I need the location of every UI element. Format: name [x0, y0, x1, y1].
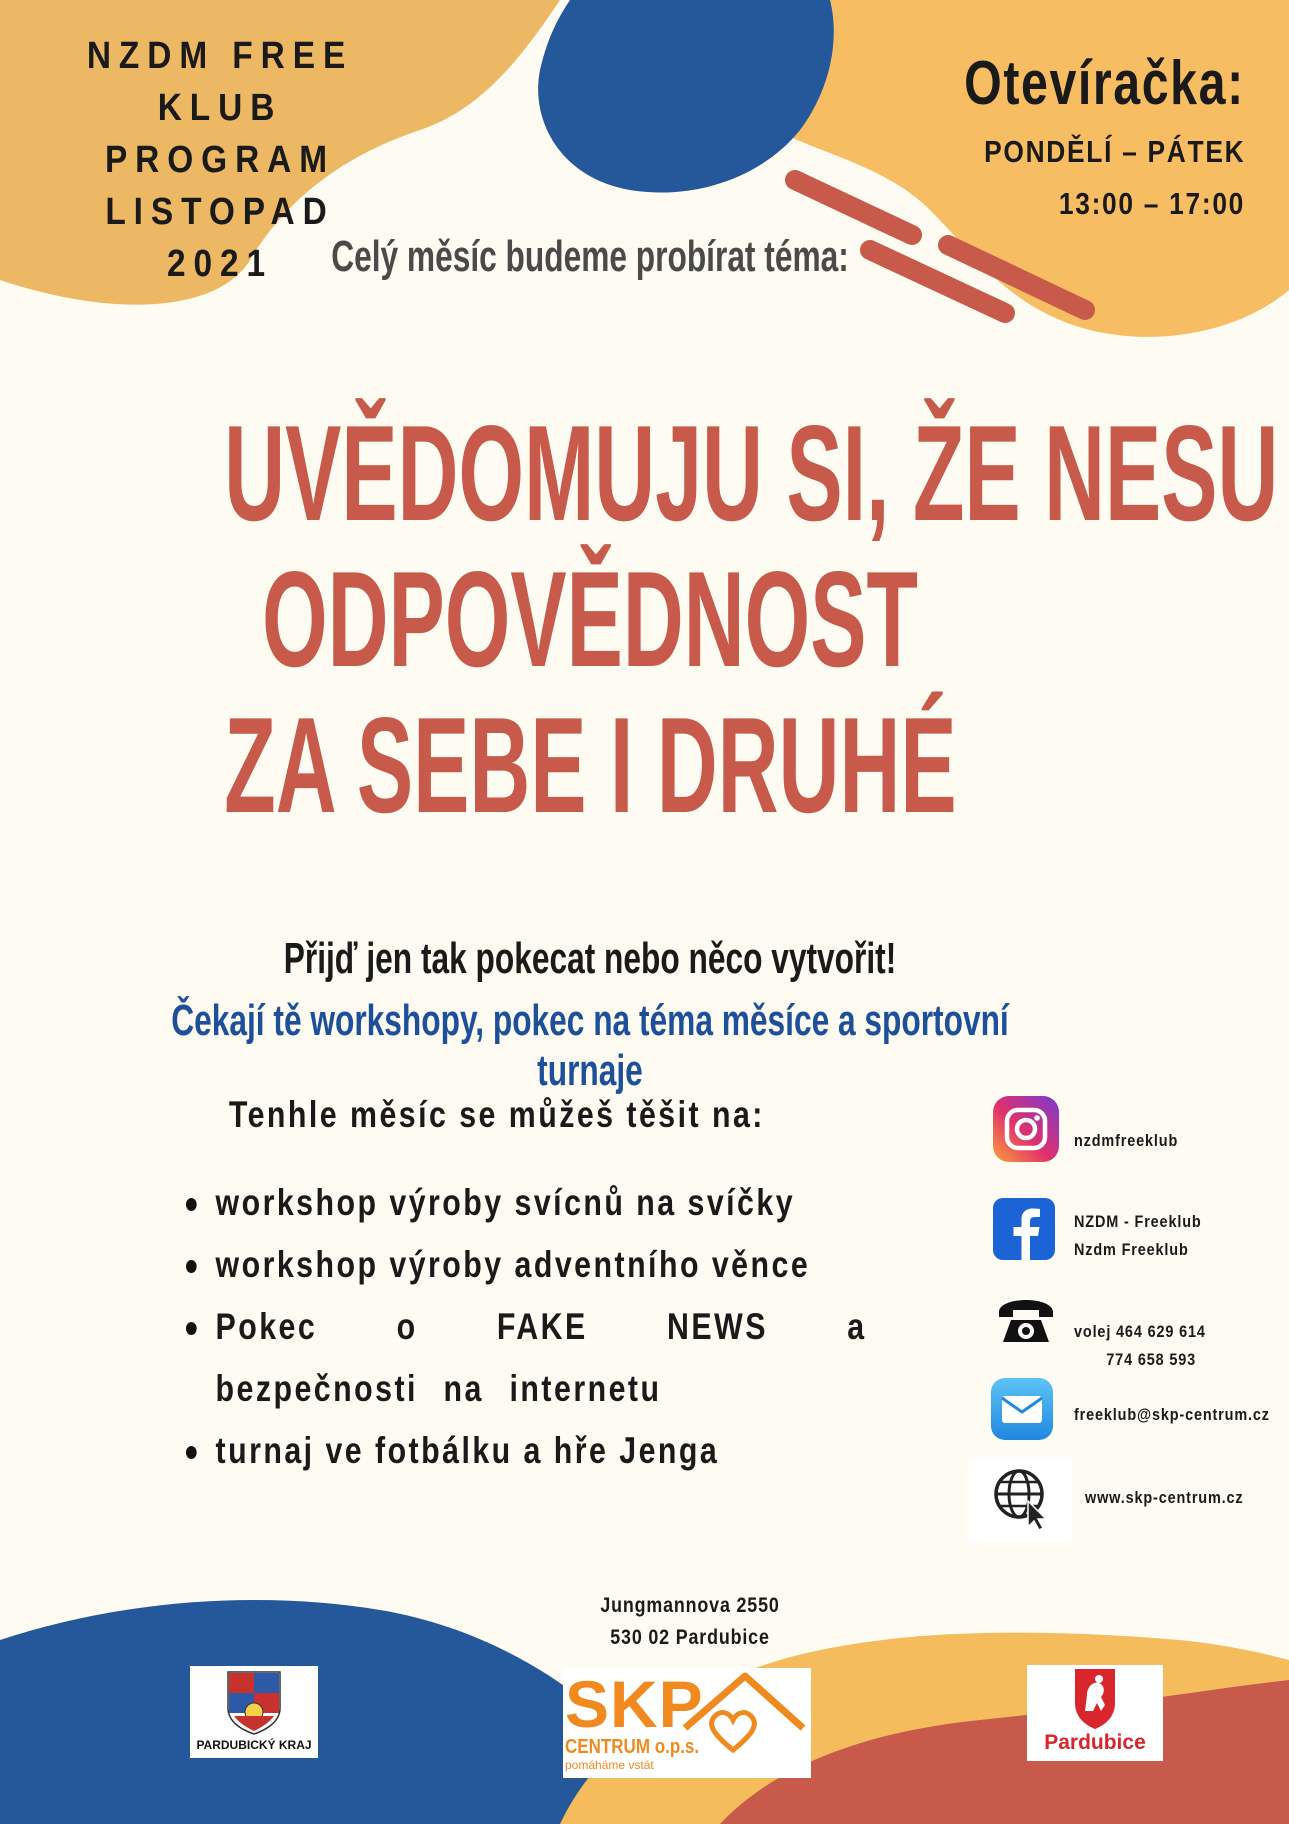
instagram-icon[interactable]	[993, 1096, 1059, 1167]
facebook-name-1[interactable]: NZDM - Freeklub	[1074, 1212, 1202, 1231]
opening-days: PONDĚLÍ – PÁTEK	[983, 134, 1245, 169]
program-month: LISTOPAD 2021	[105, 191, 335, 285]
list-item: workshop výroby svícnů na svíčky	[186, 1172, 867, 1234]
skp-logo-sub: CENTRUM o.p.s.	[565, 1736, 700, 1758]
pardubicky-kraj-logo	[190, 1666, 318, 1758]
phone-icon	[993, 1290, 1059, 1361]
region-logo-label: PARDUBICKÝ KRAJ	[196, 1738, 312, 1752]
instagram-handle[interactable]: nzdmfreeklub	[1074, 1131, 1179, 1150]
globe-icon[interactable]	[990, 1465, 1056, 1536]
program-list	[186, 1172, 867, 1482]
pardubice-crest-icon	[1027, 1665, 1163, 1731]
facebook-name-2[interactable]: Nzdm Freeklub	[1074, 1240, 1189, 1259]
facebook-account[interactable]	[1074, 1208, 1202, 1264]
headline-line-3: ZA SEBE I DRUHÉ	[224, 689, 957, 841]
invite-text: Přijď jen tak pokecat nebo něco vytvořit!	[283, 934, 897, 983]
skp-logo-main: SKP	[565, 1667, 704, 1741]
region-crest-icon	[190, 1666, 318, 1736]
facebook-icon[interactable]	[993, 1198, 1059, 1269]
top-blue-blob	[538, 0, 834, 193]
email-address[interactable]: freeklub@skp-centrum.cz	[1074, 1405, 1270, 1424]
club-name: NZDM FREE KLUB	[86, 35, 354, 129]
theme-intro: Celý měsíc budeme probírat téma:	[331, 232, 849, 281]
phone-number-1[interactable]: volej 464 629 614	[1074, 1322, 1206, 1341]
subinvite-text: Čekají tě workshopy, pokec na téma měsíce a sportovní turnaje	[171, 996, 1009, 1095]
web-url[interactable]: www.skp-centrum.cz	[1085, 1488, 1244, 1507]
phone-numbers	[1074, 1318, 1206, 1374]
address-street: Jungmannova 2550	[600, 1594, 780, 1617]
mail-icon[interactable]	[991, 1378, 1057, 1449]
address	[104, 1590, 1277, 1654]
skp-centrum-logo	[563, 1668, 811, 1778]
headline-line-2: ODPOVĚDNOST	[262, 543, 918, 695]
address-city: 530 02 Pardubice	[610, 1626, 770, 1649]
pardubice-logo	[1027, 1665, 1163, 1761]
list-item: turnaj ve fotbálku a hře Jenga	[186, 1420, 867, 1482]
headline-line-1: UVĚDOMUJU SI, ŽE NESU	[224, 397, 1279, 549]
list-item: Pokec o FAKE NEWS a bezpečnosti na internetu	[186, 1296, 867, 1420]
red-stroke-1	[795, 180, 912, 235]
skp-logo-tagline: pomáháme vstát	[565, 1758, 654, 1772]
headline	[224, 397, 1279, 841]
list-item: workshop výroby adventního věnce	[186, 1234, 867, 1296]
program-label: PROGRAM	[104, 139, 336, 181]
program-list-heading: Tenhle měsíc se můžeš těšit na:	[228, 1094, 765, 1135]
opening-hours: 13:00 – 17:00	[1058, 186, 1245, 221]
city-logo-label: Pardubice	[1044, 1731, 1146, 1754]
phone-number-2[interactable]: 774 658 593	[1106, 1350, 1197, 1369]
opening-title: Otevíračka:	[964, 49, 1245, 118]
